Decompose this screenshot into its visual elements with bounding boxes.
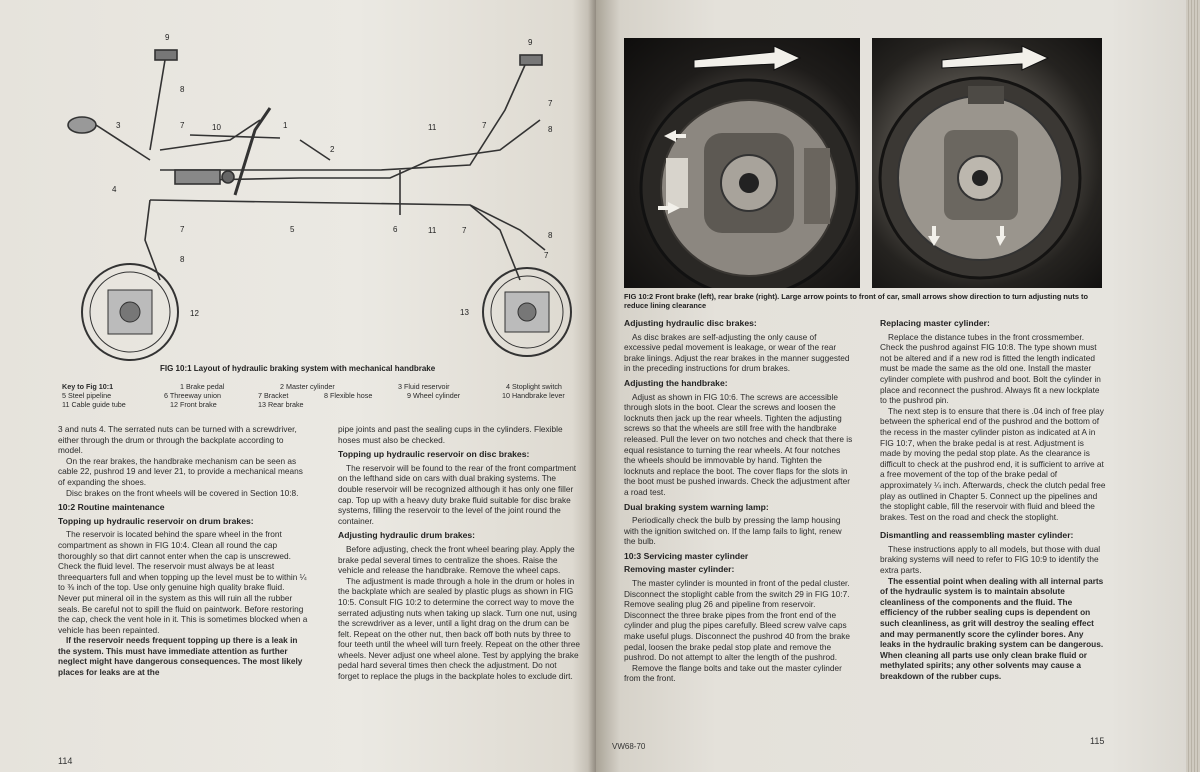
paragraph: The master cylinder is mounted in front of the pedal cluster. Disconnect the stoplight cable from the switch 29 in FIG 10:7. Remove sealing plug 26 and pipeline from reservoir. Disconnect the three brake pipes from the front end of the cylinder and plug the pipes carefully. Bleed screw valve caps make useful plugs. Disconnect the pushrod 40 from the brake pedal, loosen the brake pedal stop plate and remove the pushrod. Do not attempt to alter the length of the pushrod. — [624, 578, 850, 663]
svg-text:7: 7 — [482, 121, 487, 130]
braking-system-diagram — [0, 0, 596, 380]
svg-text:8: 8 — [548, 231, 553, 240]
svg-text:7: 7 — [462, 226, 467, 235]
page-number: 114 — [58, 756, 73, 766]
svg-text:7: 7 — [544, 251, 549, 260]
svg-text:1: 1 — [283, 121, 288, 130]
svg-text:13: 13 — [460, 308, 469, 317]
paragraph: Before adjusting, check the front wheel bearing play. Apply the brake pedal several times to centralize the shoes. Raise the vehicle and release the handbrake. Remove the wheel caps. — [338, 543, 575, 576]
front-brake-drum — [82, 264, 178, 360]
paragraph: Adjust as shown in FIG 10:6. The screws are accessible through slots in the boot. Clear the screws and loosen the locknuts then jack up the rear wheels. Tighten the adjusting screws so that the wheels are still free with the handbrake released. Pull the lever on two notches and check that there is equal resistance to turning the rear wheels. At four notches the wheels should be immovable by hand. Tighten the locknuts and replace the boot. The cover flaps for the slots in the boot must be pushed inwards. Check the adjustment after a road test. — [624, 391, 853, 497]
key-item: 2 Master cylinder — [280, 382, 335, 391]
key-item: 1 Brake pedal — [180, 382, 225, 391]
svg-text:9: 9 — [165, 33, 170, 42]
paragraph: The adjustment is made through a hole in the drum or holes in the backplate which are sealed by plastic plugs as shown in FIG 10:5. Consult FIG 10:2 to determine the correct way to move the serrated adjusting nuts when taking up slack. Turn one nut, using the screwdriver as a lever, until a light drag on the drum can be felt. Repeat on the other nut, then back off both nuts by three to four teeth until the wheel will turn freely. Repeat on the other three wheels. Never adjust one wheel alone. Test by applying the brake pedal hard several times then check the adjustment. Do not forget to replace the plugs in the backplate holes to exclude dirt. — [338, 575, 580, 682]
paragraph: As disc brakes are self-adjusting the only cause of excessive pedal movement is leakage, or wear of the rear brake linings. Adjust the rear brakes in the manner suggested in the preceding instructions for drum brakes. — [624, 331, 850, 374]
svg-text:8: 8 — [180, 85, 185, 94]
page-stack-edge — [1186, 0, 1200, 772]
svg-text:8: 8 — [548, 125, 553, 134]
svg-text:11: 11 — [428, 226, 437, 235]
paragraph: Disc brakes on the front wheels will be covered in Section 10:8. — [66, 487, 299, 498]
figure-caption: FIG 10:1 Layout of hydraulic braking system with mechanical handbrake — [160, 364, 436, 373]
paragraph: Remove the flange bolts and take out the master cylinder from the front. — [624, 662, 842, 684]
key-item: 11 Cable guide tube — [62, 400, 126, 409]
left-column-1 — [58, 424, 308, 678]
paragraph: The reservoir is located behind the spare wheel in the front compartment as shown in FIG 10:4. Clean all round the cap thoroughly so that dirt cannot enter when the cap is unscrewed. Check the fluid level. The reservoir must always be at least threequarters full and when topping up the level must be to within ¼ to ⅜ inch of the top. Use only genuine high quality brake fluid. Never put mineral oil in the system as this will ruin all the rubber seals. Be careful not to spill the fluid on paintwork. Before restoring the cap, check the vent hole in it. This is sometimes blocked when a vehicle has been repainted. — [58, 529, 308, 635]
svg-text:5: 5 — [290, 225, 295, 234]
svg-text:2: 2 — [330, 145, 335, 154]
paragraph: Periodically check the bulb by pressing the lamp housing with the ignition switched on. If the lamp fails to light, renew the bulb. — [624, 515, 842, 547]
key-item: 12 Front brake — [170, 400, 217, 409]
paragraph: These instructions apply to all models, but those with dual braking systems will need to refer to FIG 10:9 to identify the extra parts. — [880, 543, 1101, 576]
key-item: 6 Threeway union — [164, 391, 222, 400]
paragraph: The reservoir will be found to the rear of the front compartment on the lefthand side on cars with dual braking systems. The double reservoir will be recognized although it has only one filler cap. Top up with a heavy duty brake fluid suitable for disc brake systems, filling the reservoir to the level of the joint round the container. — [338, 462, 577, 526]
warning-paragraph: The essential point when dealing with all internal parts of the hydraulic system is to maintain absolute cleanliness of the components and the fluid. The efficiency of the rubber sealing cups is dependent on such cleanliness, as grit will destroy the sealing effect and may permanently score the cylinder bores. Any leaks in the hydraulic braking system can be dangerous. When cleaning all parts use only clean brake fluid or methylated spirits; any other solvents may cause a breakdown of the rubber cups. — [880, 575, 1104, 681]
key-item: 9 Wheel cylinder — [407, 391, 461, 400]
rear-brake-figure — [872, 38, 1102, 288]
svg-text:4: 4 — [112, 185, 117, 194]
svg-text:3: 3 — [116, 121, 121, 130]
key-item: 10 Handbrake lever — [502, 391, 565, 400]
svg-text:7: 7 — [180, 225, 185, 234]
subsection-heading: Removing master cylinder: — [624, 564, 735, 575]
paragraph: Replace the distance tubes in the front crossmember. Check the pushrod against FIG 10:8. The type shown must not be altered and if a new rod is fitted the length indicated must be made the same as the old one. Install the master cylinder complete with pushrod and boot. Bolt the cylinder in place and reconnect the pushrod. Always fit a new lockplate to the pushrod pin. — [880, 331, 1101, 406]
right-column-2 — [880, 318, 1106, 682]
key-item: 7 Bracket — [258, 391, 289, 400]
front-brake-photo — [624, 38, 860, 288]
left-column-2 — [338, 424, 580, 682]
footer-code: VW68-70 — [612, 742, 646, 751]
rear-brake-photo — [872, 38, 1102, 288]
subsection-heading: Topping up hydraulic reservoir on disc brakes: — [338, 449, 530, 460]
section-heading: 10:3 Servicing master cylinder — [624, 550, 749, 561]
svg-text:9: 9 — [528, 38, 533, 47]
page-number: 115 — [1090, 736, 1105, 746]
key-item: 4 Stoplight switch — [506, 382, 562, 391]
right-column-1 — [624, 318, 854, 684]
key-item: 13 Rear brake — [258, 400, 304, 409]
key-item: 5 Steel pipeline — [62, 391, 112, 400]
photo-caption: FIG 10:2 Front brake (left), rear brake (right). Large arrow points to front of car, small arrows show direction to turn adjusting nuts to reduce lining clearance — [624, 292, 1089, 310]
key-item: 8 Flexible hose — [324, 391, 373, 400]
subsection-heading: Adjusting the handbrake: — [624, 377, 728, 388]
subsection-heading: Dual braking system warning lamp: — [624, 501, 769, 512]
svg-text:7: 7 — [180, 121, 185, 130]
svg-text:6: 6 — [393, 225, 398, 234]
subsection-heading: Adjusting hydraulic drum brakes: — [338, 530, 476, 541]
svg-text:11: 11 — [428, 123, 437, 132]
paragraph: pipe joints and past the sealing cups in the cylinders. Flexible hoses must also be checked. — [338, 424, 563, 445]
subsection-heading: Dismantling and reassembling master cylinder: — [880, 530, 1074, 541]
figure-key — [62, 382, 582, 412]
subsection-heading: Replacing master cylinder: — [880, 318, 990, 328]
subsection-heading: Topping up hydraulic reservoir on drum brakes: — [58, 515, 254, 526]
paragraph: On the rear brakes, the handbrake mechanism can be seen as cable 22, pushrod 19 and lever 21, to provide a mechanical means of expanding the shoes. — [58, 455, 303, 487]
svg-text:10: 10 — [212, 123, 221, 132]
front-brake-figure — [624, 38, 860, 288]
key-item: 3 Fluid reservoir — [398, 382, 450, 391]
svg-text:7: 7 — [548, 99, 553, 108]
rear-brake-drum — [483, 268, 571, 356]
paragraph: The next step is to ensure that there is .04 inch of free play between the spherical end of the pushrod and the bottom of the recess in the master cylinder piston as indicated at A in FIG 10:7, when the brake pedal is at rest. Adjustment is made by moving the pedal stop plate. As the clearance is difficult to check at the pushrod end, it is sufficient to arrive at a free movement of the top of the brake pedal of approximately ¼ inch. Afterwards, check the clutch pedal free play as outlined in Chapter 5. Connect up the pipelines and the stoplight cable, fill the reservoir with fluid and bleed the brakes. Test on the road and check the stoplight. — [880, 405, 1106, 522]
warning-paragraph: If the reservoir needs frequent topping up there is a leak in the system. This must have immediate attention as further neglect might have dangerous consequences. The most likely places for leaks are at the — [58, 635, 303, 678]
section-heading: 10:2 Routine maintenance — [58, 502, 165, 513]
paragraph: 3 and nuts 4. The serrated nuts can be turned with a screwdriver, either through the drum or through the backplate according to model. — [58, 424, 297, 456]
svg-text:12: 12 — [190, 309, 199, 318]
key-title: Key to Fig 10:1 — [62, 382, 114, 391]
subsection-heading: Adjusting hydraulic disc brakes: — [624, 318, 757, 328]
svg-text:8: 8 — [180, 255, 185, 264]
left-page — [0, 0, 596, 772]
right-page — [596, 0, 1200, 772]
